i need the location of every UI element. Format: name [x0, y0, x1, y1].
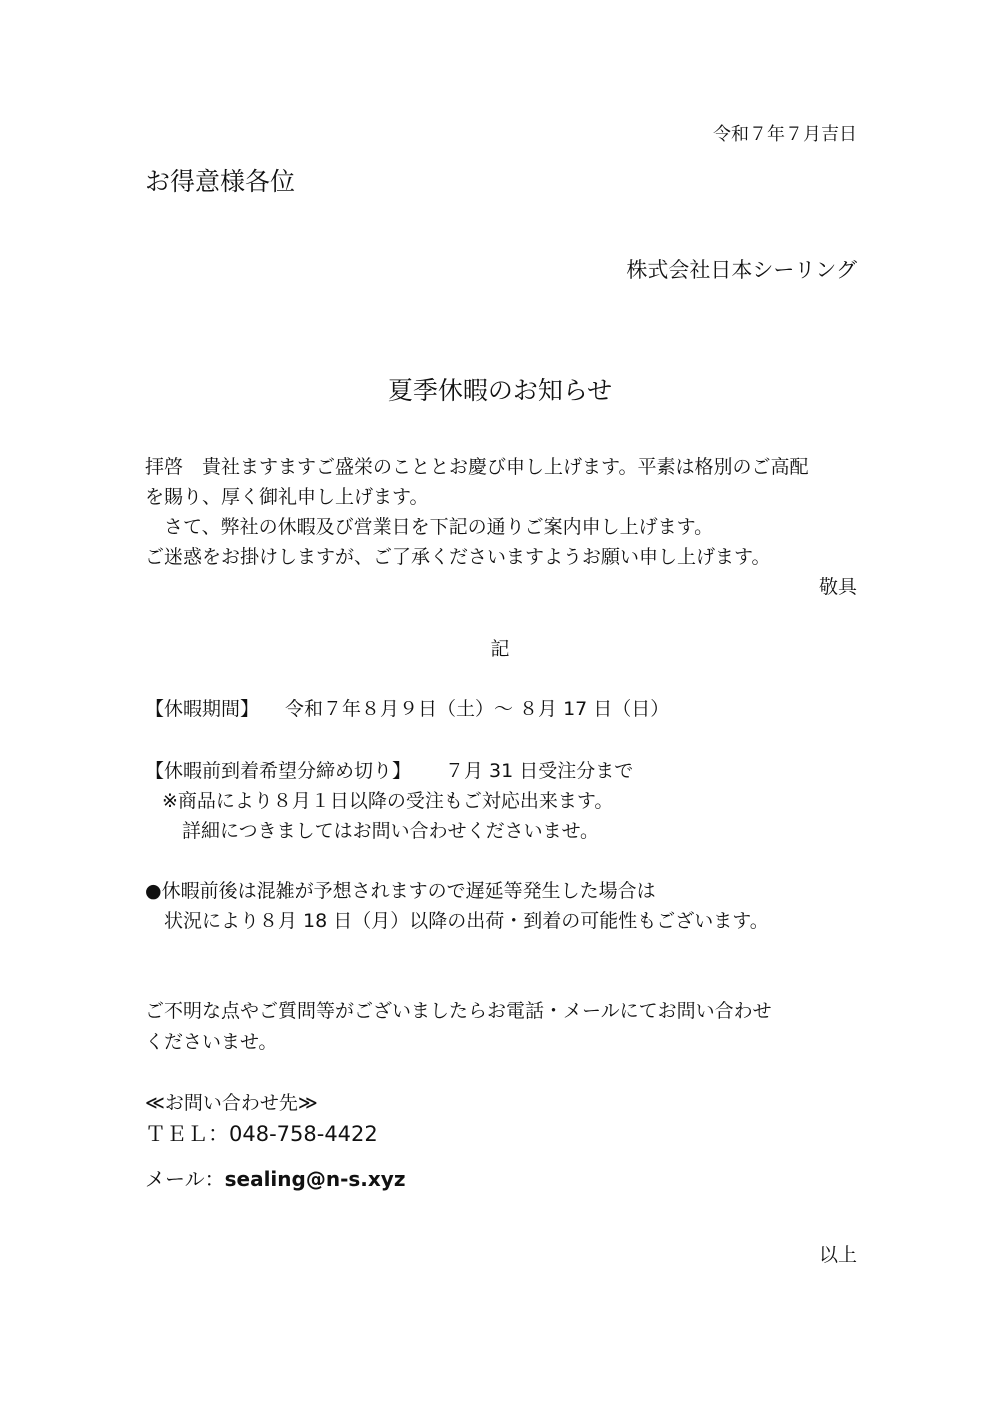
mail-address: sealing@n-s.xyz	[224, 1167, 406, 1191]
greeting-line-4: ご迷惑をお掛けしますが、ご了承くださいますようお願い申し上げます。	[145, 546, 771, 568]
end-ijou: 以上	[818, 1244, 857, 1266]
tel-label: ＴＥＬ：	[145, 1122, 229, 1146]
inquiry-line-1: ご不明な点やご質問等がございましたらお電話・メールにてお問い合わせ	[145, 1000, 772, 1022]
greeting-line-1: 拝啓 貴社ますますご盛栄のこととお慶び申し上げます。平素は格別のご高配	[145, 456, 809, 478]
notice-line-1: ●休暇前後は混雑が予想されますので遅延等発生した場合は	[145, 880, 656, 902]
holiday-period: 令和７年８月９日（土）～ ８月 17 日（日）	[285, 698, 670, 720]
recipient: お得意様各位	[145, 167, 296, 196]
ki-heading: 記	[490, 638, 510, 660]
page-title: 夏季休暇のお知らせ	[387, 376, 613, 405]
deadline-value: ７月 31 日受注分まで	[445, 760, 634, 782]
inquiry-line-2: くださいませ。	[145, 1031, 278, 1053]
notice-line-2: 状況により８月 18 日（月）以降の出荷・到着の可能性もございます。	[164, 910, 769, 932]
closing-keigu: 敬具	[818, 576, 857, 598]
greeting-line-3: さて、弊社の休暇及び営業日を下記の通りご案内申し上げます。	[145, 516, 714, 538]
deadline-label: 【休暇前到着希望分締め切り】	[145, 760, 412, 782]
tel-number: 048-758-4422	[229, 1122, 378, 1146]
greeting-line-2: を賜り、厚く御礼申し上げます。	[145, 486, 429, 508]
deadline-note-2: 詳細につきましてはお問い合わせくださいませ。	[182, 820, 600, 842]
issue-date: 令和７年７月吉日	[713, 124, 857, 145]
mail-label: メール：	[145, 1167, 225, 1191]
holiday-label: 【休暇期間】	[145, 698, 260, 720]
contact-heading: ≪お問い合わせ先≫	[145, 1092, 318, 1114]
company-name: 株式会社日本シーリング	[626, 258, 857, 282]
deadline-note-1: ※商品により８月１日以降の受注もご対応出来ます。	[162, 790, 614, 812]
contact-tel-row	[145, 1120, 378, 1148]
contact-mail-row	[145, 1166, 405, 1192]
